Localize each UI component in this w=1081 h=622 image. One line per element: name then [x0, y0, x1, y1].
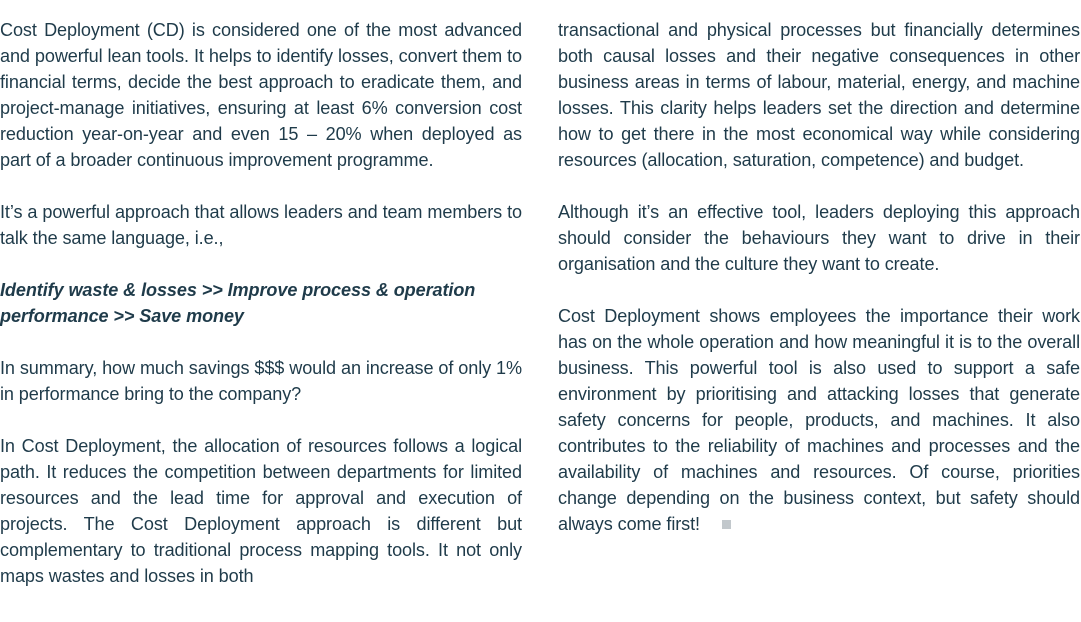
paragraph-summary-question: In summary, how much savings $$$ would an increase of only 1% in performance bring to the company? [0, 358, 522, 404]
paragraph-behaviours-culture: Although it’s an effective tool, leaders deploying this approach should consider the behaviours they want to drive in their organisation and the culture they want to create. [558, 202, 1080, 274]
paragraph-cd-intro: Cost Deployment (CD) is considered one of the most advanced and powerful lean tools. It helps to identify losses, convert them to financial terms, decide the best approach to eradicate them, and project-manage initiatives, ensuring at least 6% conversion cost reduction year-on-year and even 15 – 20% when deployed as part of a broader continuous improvement programme. [0, 20, 522, 170]
paragraph-safety-text: Cost Deployment shows employees the importance their work has on the whole operation and how meaningful it is to the overall business. This powerful tool is also used to support a safe environment by prioritising and attacking losses that generate safety concerns for people, products, and machines. It also contributes to the reliability of machines and processes and the availability of machines and resources. Of course, priorities change depending on the business context, but safety should always come first! [558, 306, 1080, 534]
paragraph-common-language: It’s a powerful approach that allows leaders and team members to talk the same language, i.e., [0, 202, 522, 248]
left-column [0, 17, 522, 589]
paragraph-resource-allocation: In Cost Deployment, the allocation of resources follows a logical path. It reduces the competition between departments for limited resources and the lead time for approval and execution of projects. The Cost Deployment approach is different but complementary to traditional process mapping tools. It not only maps wastes and losses in both [0, 436, 522, 586]
end-of-article-mark [722, 520, 731, 529]
right-column [558, 17, 1080, 537]
paragraph-financial-losses: transactional and physical processes but financially determines both causal losses and their negative consequences in other business areas in terms of labour, material, energy, and machine losses. This clarity helps leaders set the direction and determine how to get there in the most economical way while considering resources (allocation, saturation, competence) and budget. [558, 20, 1080, 170]
paragraph-safety [558, 303, 1080, 537]
emphasis-statement: Identify waste & losses >> Improve process & operation performance >> Save money [0, 280, 476, 326]
